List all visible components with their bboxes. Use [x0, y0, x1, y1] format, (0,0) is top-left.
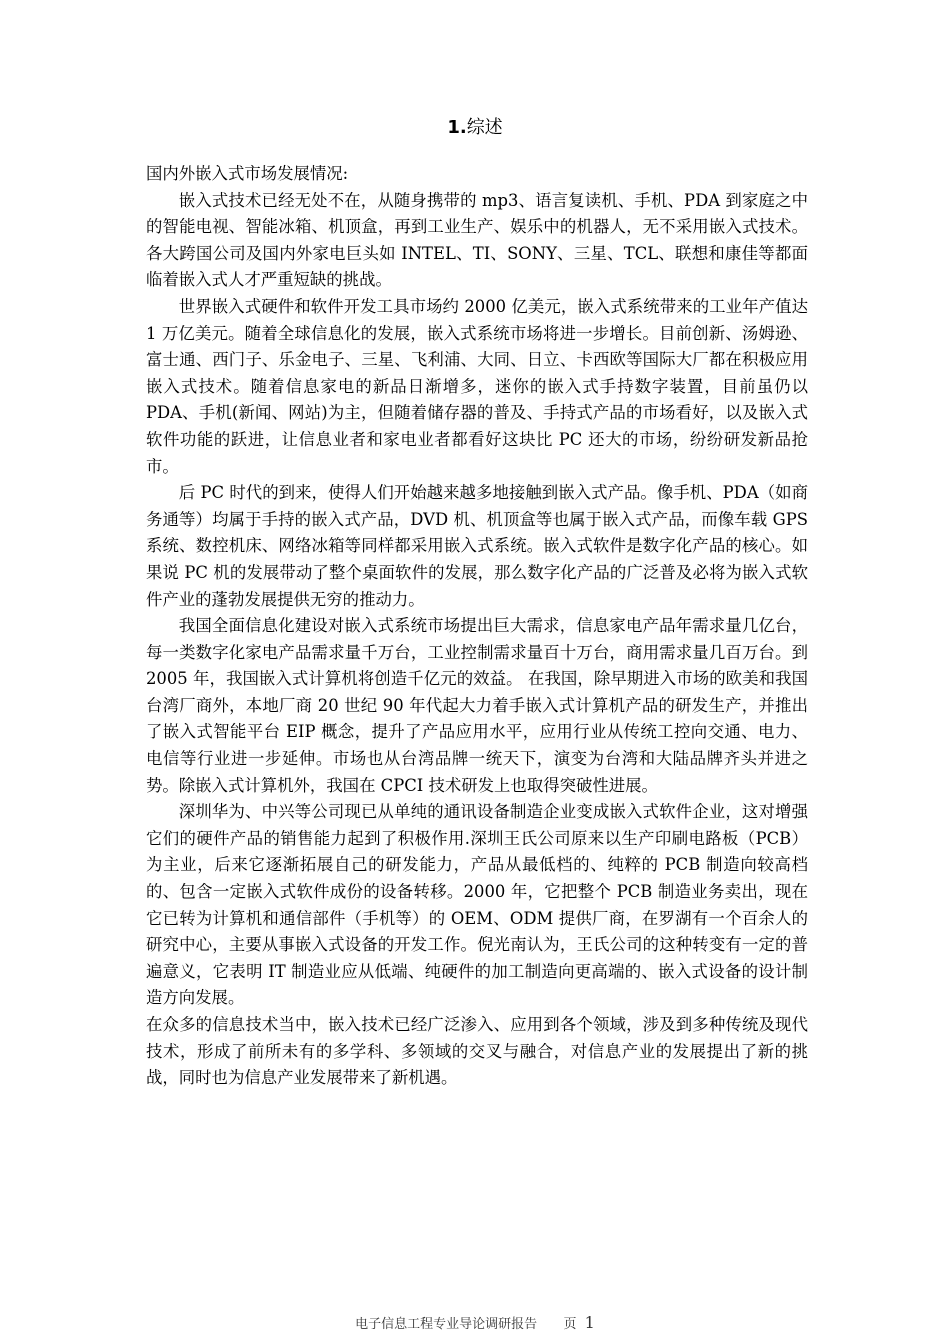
page-footer [0, 1314, 950, 1334]
paragraph-3: 后 PC 时代的到来，使得人们开始越来越多地接触到嵌入式产品。像手机、PDA（如商务通等）均属于手持的嵌入式产品，DVD 机、机顶盒等也属于嵌入式产品，而像车载 GPS 系统、数控机床、网络冰箱等同样都采用嵌入式系统。嵌入式软件是数字化产品的核心。如果说 PC 机的发展带动了整个桌面软件的发展，那么数字化产品的广泛普及必将为嵌入式软件产业的蓬勃发展提供无穷的推动力。 [146, 483, 808, 609]
footer-page-label: 页 [563, 1317, 577, 1332]
section-heading-number: 1. [447, 117, 467, 138]
paragraph-4: 我国全面信息化建设对嵌入式系统市场提出巨大需求，信息家电产品年需求量几亿台，每一类数字化家电产品需求量千万台，工业控制需求量百十万台，商用需求量几百万台。到 2005 年，我国嵌入式计算机将创造千亿元的效益。 在我国，除早期进入市场的欧美和我国台湾厂商外，本地厂商 20 世纪 90 年代起大力着手嵌入式计算机产品的研发生产，并推出了嵌入式智能平台 EIP 概念，提升了产品应用水平，应用行业从传统工控向交通、电力、电信等行业进一步延伸。市场也从台湾品牌一统天下，演变为台湾和大陆品牌齐头并进之势。除嵌入式计算机外，我国在 CPCI 技术研发上也取得突破性进展。 [146, 616, 808, 795]
section-heading [0, 115, 950, 141]
paragraph-1: 嵌入式技术已经无处不在，从随身携带的 mp3、语言复读机、手机、PDA 到家庭之中的智能电视、智能冰箱、机顶盒，再到工业生产、娱乐中的机器人，无不采用嵌入式技术。各大跨国公司及国内外家电巨头如 INTEL、TI、SONY、三星、TCL、联想和康佳等都面临着嵌入式人才严重短缺的挑战。 [146, 190, 808, 290]
intro-line: 国内外嵌入式市场发展情况: [146, 164, 349, 183]
closing-paragraph: 在众多的信息技术当中，嵌入技术已经广泛渗入、应用到各个领域，涉及到多种传统及现代技术，形成了前所未有的多学科、多领域的交叉与融合，对信息产业的发展提出了新的挑战，同时也为信息产业发展带来了新机遇。 [146, 1015, 808, 1088]
footer-page-number: 1 [584, 1313, 595, 1332]
section-heading-text: 综述 [466, 117, 503, 138]
footer-report-title: 电子信息工程专业导论调研报告 [355, 1317, 538, 1332]
document-body [146, 161, 808, 1092]
paragraph-2: 世界嵌入式硬件和软件开发工具市场约 2000 亿美元，嵌入式系统带来的工业年产值达 1 万亿美元。随着全球信息化的发展，嵌入式系统市场将进一步增长。目前创新、汤姆逊、富士通、西门子、乐金电子、三星、飞利浦、大同、日立、卡西欧等国际大厂都在积极应用嵌入式技术。随着信息家电的新品日渐增多，迷你的嵌入式手持数字装置，目前虽仍以 PDA、手机(新闻、网站)为主，但随着储存器的普及、手持式产品的市场看好，以及嵌入式软件功能的跃进，让信息业者和家电业者都看好这块比 PC 还大的市场，纷纷研发新品抢市。 [146, 296, 808, 476]
paragraph-5: 深圳华为、中兴等公司现已从单纯的通讯设备制造企业变成嵌入式软件企业，这对增强它们的硬件产品的销售能力起到了积极作用.深圳王氏公司原来以生产印刷电路板（PCB）为主业，后来它逐渐拓展自己的研发能力，产品从最低档的、纯粹的 PCB 制造向较高档的、包含一定嵌入式软件成份的设备转移。2000 年，它把整个 PCB 制造业务卖出，现在它已转为计算机和通信部件（手机等）的 OEM、ODM 提供厂商，在罗湖有一个百余人的研究中心，主要从事嵌入式设备的开发工作。倪光南认为，王氏公司的这种转变有一定的普遍意义，它表明 IT 制造业应从低端、纯硬件的加工制造向更高端的、嵌入式设备的设计制造方向发展。 [146, 802, 808, 1008]
